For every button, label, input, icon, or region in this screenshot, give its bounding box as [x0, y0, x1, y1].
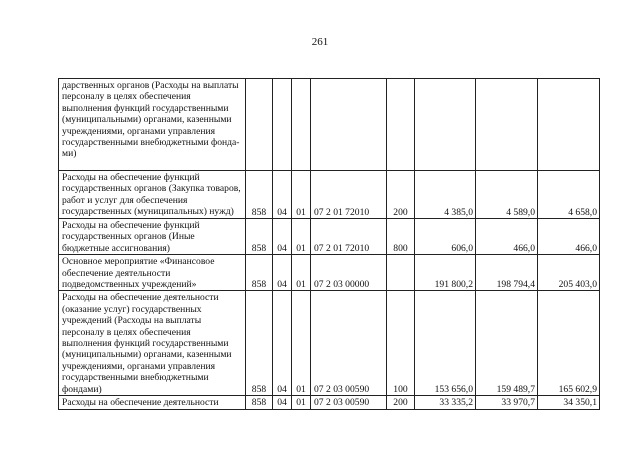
row-name-cell: Расходы на обеспечение деятельности (оказание услуг) государственных учреждений (Расходы на выплаты персоналу в целях обеспечения выполнения функций государственными (муниципальными) органами, казенными учреждениями, органами управления государственными внебюджетными фондами) [59, 291, 246, 396]
table-row [59, 219, 600, 255]
amount-year3-cell [538, 79, 600, 171]
gov-code-cell: 858 [246, 219, 273, 255]
gov-code-cell [246, 79, 273, 171]
amount-year2-cell: 33 970,7 [476, 396, 538, 409]
row-name-cell: Расходы на обеспечение функций государственных органов (Закупка товаров, работ и услуг для обеспечения государственных (муниципальных) нужд) [59, 171, 246, 219]
section-cell [273, 79, 292, 171]
target-code-cell: 07 2 03 00000 [311, 255, 387, 291]
subsection-cell: 01 [292, 219, 311, 255]
gov-code-cell: 858 [246, 396, 273, 409]
subsection-cell: 01 [292, 255, 311, 291]
expense-type-cell: 800 [387, 219, 415, 255]
amount-year1-cell [415, 79, 476, 171]
amount-year3-cell: 205 403,0 [538, 255, 600, 291]
target-code-cell: 07 2 03 00590 [311, 396, 387, 409]
section-cell: 04 [273, 171, 292, 219]
expense-type-cell [387, 79, 415, 171]
table-row [59, 255, 600, 291]
page-number: 261 [311, 36, 329, 48]
target-code-cell: 07 2 03 00590 [311, 291, 387, 396]
amount-year2-cell: 159 489,7 [476, 291, 538, 396]
table-row [59, 396, 600, 409]
amount-year2-cell [476, 79, 538, 171]
amount-year1-cell: 153 656,0 [415, 291, 476, 396]
amount-year3-cell: 466,0 [538, 219, 600, 255]
section-cell: 04 [273, 219, 292, 255]
amount-year2-cell: 4 589,0 [476, 171, 538, 219]
gov-code-cell: 858 [246, 291, 273, 396]
row-name-cell: дарственных органов (Расходы на выплаты персоналу в целях обеспечения выполнения функций государственными (муниципальными) органами, казенными учреждениями, органами управления государственными внебюджетными фонда-ми) [59, 79, 246, 171]
amount-year1-cell: 33 335,2 [415, 396, 476, 409]
amount-year1-cell: 4 385,0 [415, 171, 476, 219]
row-name-cell: Основное мероприятие «Финансовое обеспечение деятельности подведомственных учреждений» [59, 255, 246, 291]
section-cell: 04 [273, 255, 292, 291]
target-code-cell [311, 79, 387, 171]
amount-year3-cell: 4 658,0 [538, 171, 600, 219]
gov-code-cell: 858 [246, 171, 273, 219]
subsection-cell: 01 [292, 171, 311, 219]
subsection-cell [292, 79, 311, 171]
row-name-cell: Расходы на обеспечение функций государственных органов (Иные бюджетные ассигнования) [59, 219, 246, 255]
section-cell: 04 [273, 396, 292, 409]
table-row [59, 291, 600, 396]
amount-year2-cell: 198 794,4 [476, 255, 538, 291]
budget-table [58, 78, 600, 410]
amount-year1-cell: 191 800,2 [415, 255, 476, 291]
amount-year2-cell: 466,0 [476, 219, 538, 255]
section-cell: 04 [273, 291, 292, 396]
target-code-cell: 07 2 01 72010 [311, 171, 387, 219]
expense-type-cell: 100 [387, 291, 415, 396]
amount-year3-cell: 34 350,1 [538, 396, 600, 409]
amount-year1-cell: 606,0 [415, 219, 476, 255]
subsection-cell: 01 [292, 291, 311, 396]
amount-year3-cell: 165 602,9 [538, 291, 600, 396]
subsection-cell: 01 [292, 396, 311, 409]
row-name-cell: Расходы на обеспечение деятельности [59, 396, 246, 409]
target-code-cell: 07 2 01 72010 [311, 219, 387, 255]
gov-code-cell: 858 [246, 255, 273, 291]
table-row [59, 171, 600, 219]
expense-type-cell: 200 [387, 396, 415, 409]
expense-type-cell [387, 255, 415, 291]
expense-type-cell: 200 [387, 171, 415, 219]
table-row [59, 79, 600, 171]
